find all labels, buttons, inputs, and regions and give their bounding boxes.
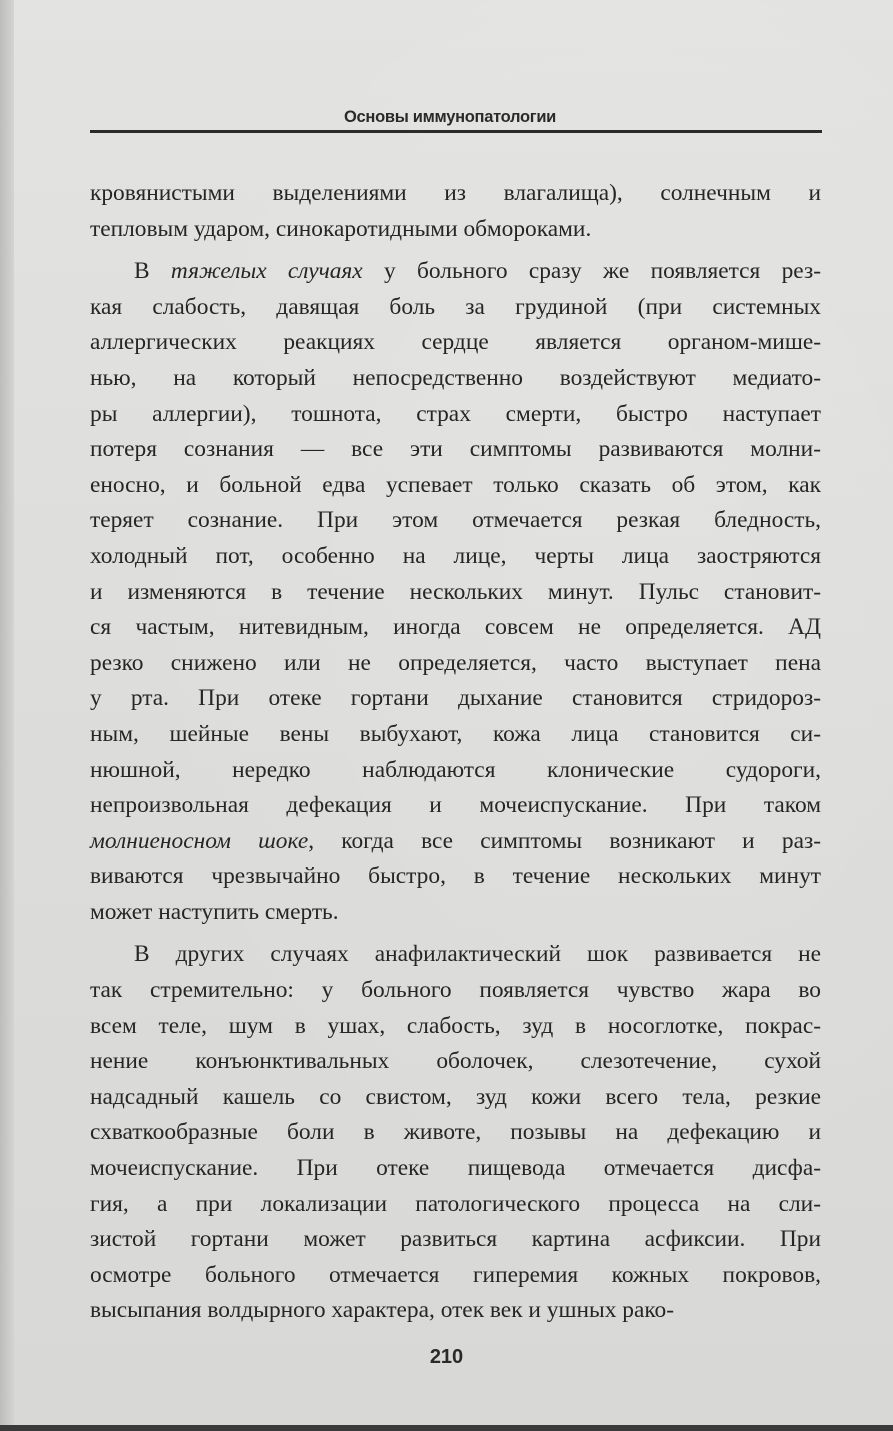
text-run: у рта. При отеке гортани дыхание становится стридороз- [90, 685, 821, 712]
emphasized-term: молниеносном шоке [90, 827, 309, 854]
text-line [90, 973, 821, 1009]
text-line [90, 937, 821, 973]
text-line [90, 290, 821, 326]
text-line [90, 681, 821, 717]
text-line [90, 1009, 821, 1045]
text-run: зистой гортани может развиться картина асфиксии. При [90, 1226, 821, 1253]
text-line [90, 254, 821, 290]
text-run: потеря сознания — все эти симптомы развиваются молни- [90, 436, 821, 463]
text-line [90, 788, 821, 824]
text-line [90, 895, 821, 931]
text-run: высыпания волдырного характера, отек век и ушных рако- [90, 1297, 674, 1324]
text-run: и изменяются в течение нескольких минут. Пульс становит- [90, 578, 821, 605]
text-line [90, 824, 821, 860]
text-line [90, 575, 821, 611]
text-run: кровянистыми выделениями из влагалища), солнечным и [90, 180, 821, 206]
page-number: 210 [429, 1346, 464, 1368]
text-run: тепловым ударом, синокаротидными обмороками. [90, 215, 592, 242]
text-run: ся частым, нитевидным, иногда совсем не определяется. АД [90, 614, 821, 641]
text-run: нюшной, нередко наблюдаются клонические судороги, [90, 756, 821, 783]
text-line [90, 646, 821, 682]
text-line [90, 1044, 821, 1080]
text-line [90, 539, 821, 575]
text-run: так стремительно: у больного появляется чувство жара во [90, 977, 821, 1004]
text-run: нью, на который непосредственно воздействуют медиато- [90, 364, 821, 391]
text-line [90, 1080, 821, 1116]
text-line [90, 1222, 821, 1258]
text-run: В [134, 258, 171, 285]
text-run: теряет сознание. При этом отмечается резкая бледность, [90, 507, 821, 534]
text-line [90, 432, 821, 468]
text-run: еносно, и больной едва успевает только сказать об этом, как [90, 471, 821, 498]
text-run: осмотре больного отмечается гиперемия кожных покровов, [90, 1261, 821, 1288]
text-line [90, 1258, 821, 1294]
body-text [90, 176, 821, 1329]
text-run: гия, а при локализации патологического процесса на сли- [90, 1190, 821, 1217]
text-run: кая слабость, давящая боль за грудиной (при системных [90, 293, 821, 320]
header-rule [90, 130, 822, 133]
text-run: может наступить смерть. [90, 898, 339, 925]
text-line [90, 503, 821, 539]
paragraph-gap [90, 247, 821, 254]
text-line [90, 1187, 821, 1223]
text-line [90, 176, 821, 212]
text-line [90, 717, 821, 753]
text-run: мочеиспускание. При отеке пищевода отмечается дисфа- [90, 1155, 821, 1182]
page-gutter-shadow [0, 0, 14, 1431]
text-run: всем теле, шум в ушах, слабость, зуд в носоглотке, покрас- [90, 1012, 821, 1039]
text-line [90, 1151, 821, 1187]
text-run: нение конъюнктивальных оболочек, слезотечение, сухой [90, 1048, 821, 1075]
text-run: схваткообразные боли в животе, позывы на дефекацию и [90, 1119, 821, 1146]
page-bottom-edge [0, 1425, 893, 1431]
text-run: ным, шейные вены выбухают, кожа лица становится си- [90, 720, 821, 747]
text-run: у больного сразу же появляется рез- [362, 258, 821, 285]
text-line [90, 468, 821, 504]
text-line [90, 859, 821, 895]
text-line [90, 753, 821, 789]
text-line [90, 361, 821, 397]
text-line [90, 212, 821, 248]
text-run: виваются чрезвычайно быстро, в течение нескольких минут [90, 863, 821, 890]
text-run: холодный пот, особенно на лице, черты лица заостряются [90, 542, 821, 569]
text-line [90, 610, 821, 646]
text-run: аллергических реакциях сердце является органом-мише- [90, 329, 821, 356]
text-run: резко снижено или не определяется, часто выступает пена [90, 649, 821, 676]
text-run: ры аллергии), тошнота, страх смерти, быстро наступает [90, 400, 821, 427]
emphasized-term: тяжелых случаях [170, 258, 363, 285]
text-line [90, 397, 821, 433]
text-run: , когда все симптомы возникают и раз- [308, 827, 821, 854]
text-line [90, 1115, 821, 1151]
running-head: Основы иммунопатологии [344, 108, 557, 126]
paragraph-gap [90, 930, 821, 937]
text-run: надсадный кашель со свистом, зуд кожи всего тела, резкие [90, 1083, 821, 1110]
text-run: В других случаях анафилактический шок развивается не [134, 941, 821, 968]
text-line [90, 325, 821, 361]
text-line [90, 1293, 821, 1329]
text-run: непроизвольная дефекация и мочеиспускание. При таком [90, 792, 821, 819]
